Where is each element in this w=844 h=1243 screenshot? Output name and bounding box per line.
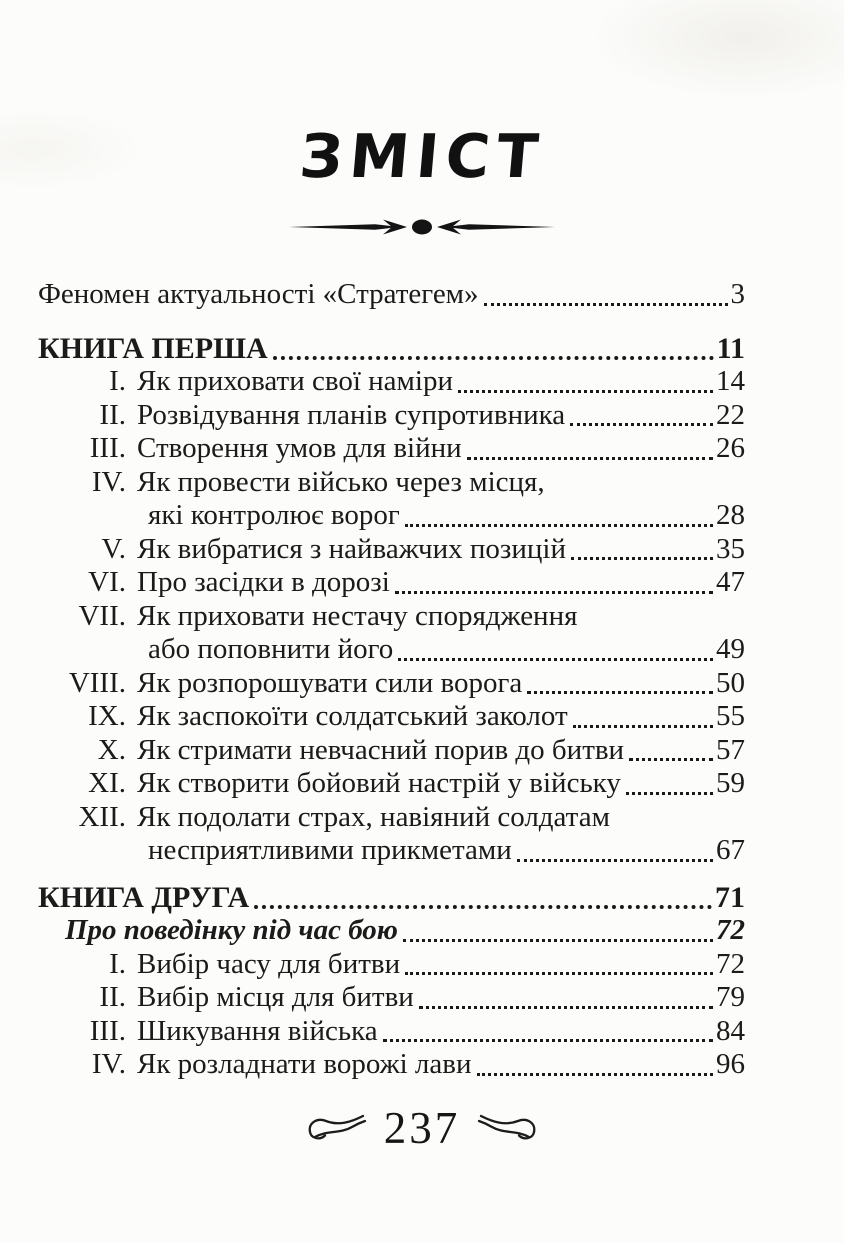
toc-entry-numeral: V.: [101, 532, 126, 565]
toc-entry: [38, 948, 745, 982]
toc-entry-numeral: I.: [109, 947, 126, 980]
dot-leader: [626, 792, 713, 795]
toc-entry-label: які контролює ворог: [148, 499, 400, 531]
toc-entry-label: Розвідування планів супротивника: [137, 398, 566, 431]
toc-entry-page: 55: [716, 700, 745, 732]
dot-leader: [395, 591, 713, 594]
toc-entry-numeral: VI.: [88, 566, 126, 598]
toc-entry: [38, 734, 745, 768]
toc-entry: [38, 1048, 745, 1082]
toc-entry-label: Як приховати нестачу спорядження: [137, 599, 578, 632]
toc-entry-label: Шикування війська: [137, 1014, 378, 1047]
swirl-left-icon: [304, 1110, 368, 1146]
toc-entry: [38, 700, 745, 734]
toc-entry: [38, 981, 745, 1015]
toc-entry-label: Як подолати страх, навіяний солдатам: [137, 800, 610, 833]
toc-entry-book: [38, 881, 745, 915]
toc-entry-label: несприятливими прикметами: [148, 834, 512, 866]
dot-leader: [484, 303, 728, 306]
toc-entry: [38, 767, 745, 801]
dot-leader: [570, 423, 713, 426]
toc-entry-page: 57: [716, 733, 745, 766]
toc-entry-label: Вибір місця для битви: [137, 981, 414, 1013]
toc-entry-numeral: VIII.: [68, 666, 126, 699]
toc-entry: [38, 533, 745, 567]
dot-leader: [517, 859, 713, 862]
toc-entry-label: Як провести військо через місця,: [137, 465, 545, 498]
toc-entry-numeral: XI.: [88, 767, 126, 799]
toc-entry-numeral: VII.: [78, 599, 126, 632]
toc-entry-continuation: [38, 499, 745, 533]
toc-entry-label: КНИГА ПЕРША: [38, 331, 268, 365]
toc-entry-page: 79: [716, 981, 745, 1013]
arrow-dot-divider-icon: [289, 214, 555, 240]
toc-entry-label: Як приховати свої наміри: [137, 365, 453, 397]
dot-leader: [403, 939, 713, 942]
toc-entry-numeral: I.: [109, 365, 126, 397]
toc-entry-numeral: II.: [99, 398, 126, 431]
toc-entry-label: Як розпорошувати сили ворога: [137, 666, 523, 699]
dot-leader: [571, 557, 713, 560]
toc-entry-label: Як заспокоїти солдатський заколот: [137, 700, 568, 732]
toc-entry-book: [38, 332, 745, 366]
toc-entry-page: 96: [716, 1048, 745, 1080]
toc-entry-label: Вибір часу для битви: [137, 947, 401, 980]
toc-entry: [38, 600, 745, 634]
toc-entry: [38, 566, 745, 600]
toc-entry: [38, 466, 745, 500]
page-number: 237: [383, 1102, 461, 1153]
toc-entry: [38, 365, 745, 399]
toc-entry-page: 35: [716, 532, 745, 565]
toc-entry-label: Створення умов для війни: [137, 432, 462, 464]
toc-entry-numeral: XII.: [78, 800, 126, 833]
toc-entry-page: 47: [716, 566, 745, 598]
toc-entry-page: 49: [716, 633, 745, 665]
toc-entry: [38, 278, 745, 312]
toc-entry-label: або поповнити його: [148, 633, 394, 665]
toc-entry-label: Феномен актуальності «Стратегем»: [38, 278, 479, 310]
toc-entry-label: Про поведінку під час бою: [65, 914, 398, 946]
toc-entry-label: Як стримати невчасний порив до битви: [137, 733, 625, 766]
toc-entry-page: 71: [715, 880, 745, 914]
toc-entry-page: 72: [716, 947, 745, 980]
toc-entry-continuation: [38, 633, 745, 667]
toc-entry-page: 3: [730, 278, 745, 310]
divider: [0, 214, 844, 245]
toc-entry-subtitle: [38, 914, 745, 948]
dot-leader: [254, 905, 712, 909]
page-footer: [0, 1104, 844, 1152]
dot-leader: [629, 758, 713, 761]
dot-leader: [458, 390, 713, 393]
dot-leader: [273, 356, 714, 360]
toc-entry-page: 11: [716, 331, 745, 365]
toc-entry-label: КНИГА ДРУГА: [38, 880, 250, 914]
dot-leader: [527, 691, 713, 694]
toc-entry: [38, 667, 745, 701]
toc-entry-label: Як створити бойовий настрій у війську: [137, 767, 621, 799]
dot-leader: [383, 1039, 713, 1042]
toc-entry-label: Як розладнати ворожі лави: [137, 1048, 472, 1080]
toc-entry: [38, 399, 745, 433]
page-header: [0, 0, 844, 192]
toc-entry-page: 26: [716, 432, 745, 464]
toc-entry-label: Як вибратися з найважчих позицій: [137, 532, 566, 565]
toc-entry-page: 50: [716, 666, 745, 699]
toc-entry-page: 84: [716, 1014, 745, 1047]
dot-leader: [398, 658, 713, 661]
toc-entry-page: 22: [716, 398, 745, 431]
toc-entry-numeral: IV.: [91, 1048, 126, 1080]
toc-entry-label: Про засідки в дорозі: [137, 566, 390, 598]
dot-leader: [477, 1073, 714, 1076]
toc-entry-numeral: X.: [97, 733, 126, 766]
toc-entry: [38, 1015, 745, 1049]
toc-entry-page: 72: [716, 914, 745, 946]
dot-leader: [467, 457, 713, 460]
dot-leader: [405, 972, 713, 975]
table-of-contents: [38, 278, 745, 1082]
dot-leader: [419, 1006, 713, 1009]
toc-entry-page: 59: [716, 767, 745, 799]
dot-leader: [573, 725, 713, 728]
toc-entry: [38, 432, 745, 466]
toc-entry-continuation: [38, 834, 745, 868]
toc-entry-page: 67: [716, 834, 745, 866]
dot-leader: [405, 524, 713, 527]
toc-entry-page: 28: [716, 499, 745, 531]
toc-entry-numeral: IV.: [91, 465, 126, 498]
toc-entry-numeral: III.: [89, 1014, 126, 1047]
toc-entry: [38, 801, 745, 835]
toc-entry-numeral: III.: [89, 432, 126, 464]
toc-entry-numeral: IX.: [88, 700, 126, 732]
toc-entry-numeral: II.: [99, 981, 126, 1013]
swirl-right-icon: [476, 1110, 540, 1146]
page-title: ЗМІСТ: [296, 122, 548, 192]
toc-entry-page: 14: [716, 365, 745, 397]
